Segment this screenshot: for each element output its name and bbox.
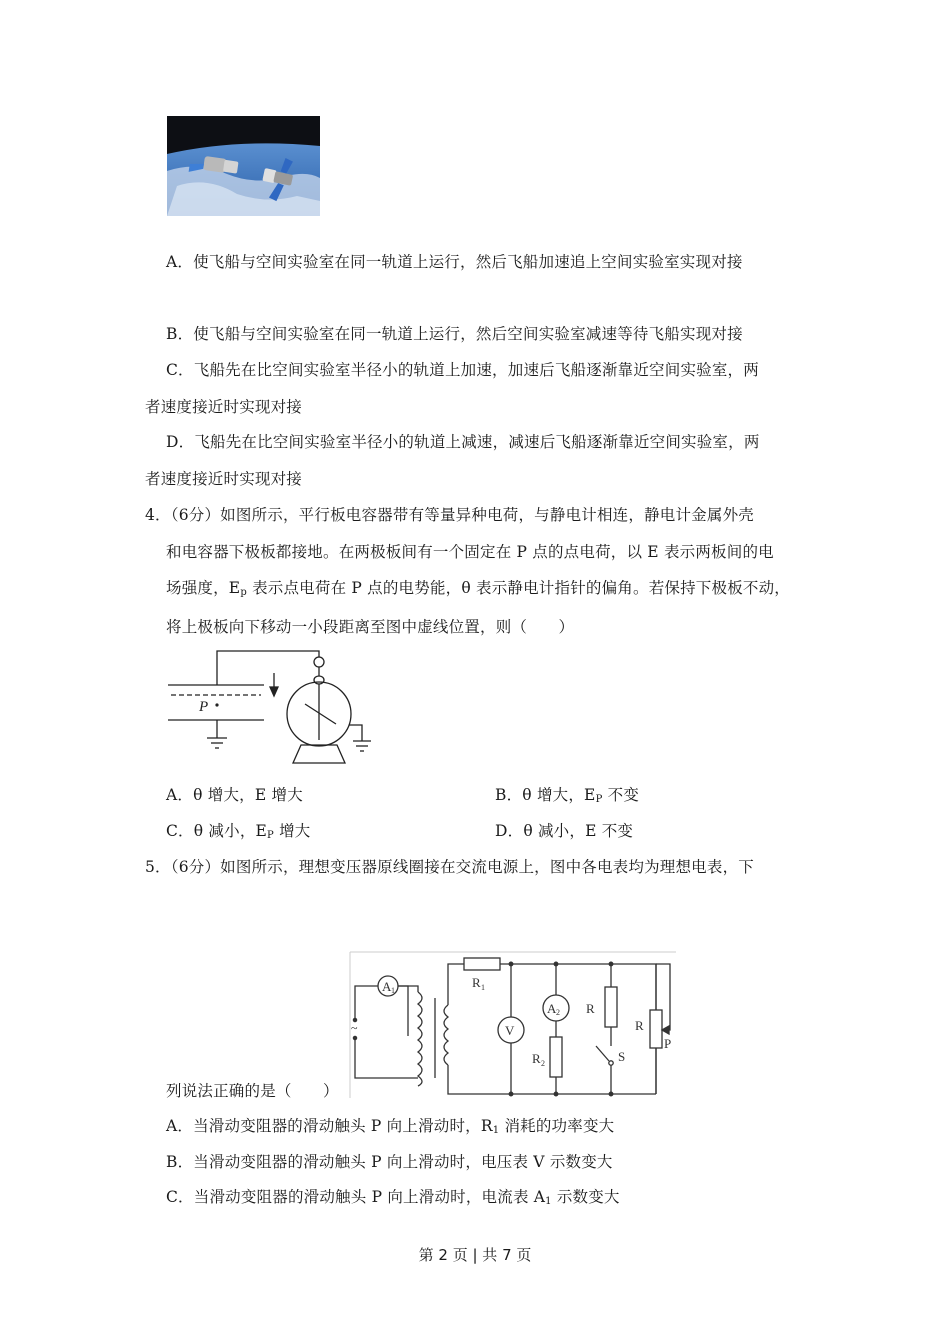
capacitor-electroscope-diagram xyxy=(160,645,390,770)
spacecraft-docking-photo xyxy=(167,116,320,216)
question-4-stem: 4．（6分）如图所示，平行板电容器带有等量异种电荷，与静电计相连，静电计金属外壳 xyxy=(145,506,754,524)
question-4-stem-line3: 场强度，$E_p$ 表示点电荷在 P 点的电势能，θ 表示静电计指针的偏角。若保持下极板不动， xyxy=(166,579,791,598)
option-b: B．使飞船与空间实验室在同一轨道上运行，然后空间实验室减速等待飞船实现对接 xyxy=(166,325,743,343)
svg-text:2: 2 xyxy=(556,1008,560,1017)
option-d: D．飞船先在比空间实验室半径小的轨道上减速，减速后飞船逐渐靠近空间实验室，两 xyxy=(166,433,760,451)
svg-text:P: P xyxy=(664,1036,672,1051)
svg-text:~: ~ xyxy=(351,1021,358,1035)
page-indicator: 第 2 页 | 共 7 页 xyxy=(418,1246,532,1264)
svg-text:1: 1 xyxy=(391,986,395,995)
question-5-stem: 5．（6分）如图所示，理想变压器原线圈接在交流电源上，图中各电表均为理想电表，下 xyxy=(145,858,754,876)
point-p-label: P xyxy=(199,699,209,715)
question-4-stem-line2: 和电容器下极板都接地。在两极板间有一个固定在 P 点的点电荷，以 E 表示两板间的电 xyxy=(166,543,774,561)
option-a: A．使飞船与空间实验室在同一轨道上运行，然后飞船加速追上空间实验室实现对接 xyxy=(166,253,743,271)
option-b: B．θ 增大，$E_P$ 不变 xyxy=(495,786,640,805)
question-5-stem-line2: 列说法正确的是（ ） xyxy=(166,1082,339,1100)
option-c: C．当滑动变阻器的滑动触头 P 向上滑动时，电流表 $A_1$ 示数变大 xyxy=(166,1188,620,1207)
svg-text:R: R xyxy=(586,1001,595,1016)
transformer-circuit-diagram xyxy=(348,950,678,1100)
option-d: D．θ 减小，E 不变 xyxy=(495,822,634,840)
option-a: A．当滑动变阻器的滑动触头 P 向上滑动时，$R_1$ 消耗的功率变大 xyxy=(166,1117,615,1136)
svg-text:R: R xyxy=(472,975,481,990)
option-c: C．飞船先在比空间实验室半径小的轨道上加速，加速后飞船逐渐靠近空间实验室，两 xyxy=(166,361,759,379)
svg-text:S: S xyxy=(618,1049,626,1064)
svg-text:1: 1 xyxy=(481,983,485,992)
option-c-continued: 者速度接近时实现对接 xyxy=(145,398,303,416)
svg-text:A: A xyxy=(547,1001,557,1016)
svg-text:V: V xyxy=(505,1023,515,1038)
question-4-stem-line4: 将上极板向下移动一小段距离至图中虚线位置，则（ ） xyxy=(166,618,575,636)
svg-text:A: A xyxy=(382,979,392,994)
svg-text:2: 2 xyxy=(541,1059,545,1068)
option-d-continued: 者速度接近时实现对接 xyxy=(145,470,303,488)
option-b: B．当滑动变阻器的滑动触头 P 向上滑动时，电压表 V 示数变大 xyxy=(166,1153,613,1171)
svg-text:R: R xyxy=(532,1051,541,1066)
option-c: C．θ 减小，$E_P$ 增大 xyxy=(166,822,311,841)
svg-text:R: R xyxy=(635,1018,644,1033)
option-a: A．θ 增大，E 增大 xyxy=(166,786,303,804)
